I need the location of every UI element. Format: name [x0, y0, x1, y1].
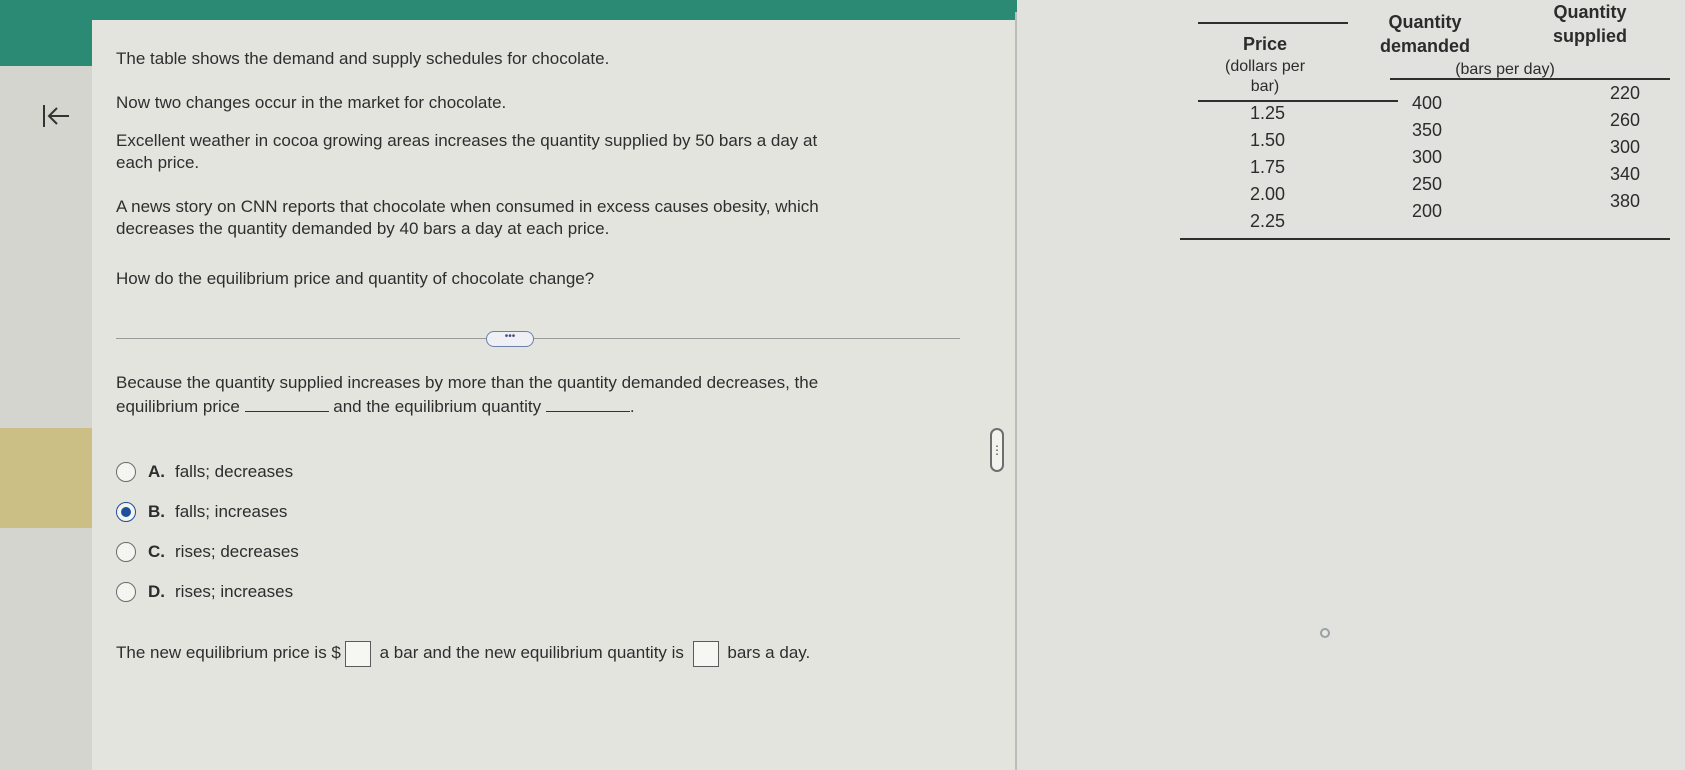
- option-a[interactable]: [116, 462, 293, 482]
- question-prompt: How do the equilibrium price and quantity of chocolate change?: [116, 269, 595, 288]
- part1-line-2: [116, 394, 818, 418]
- blank-equilibrium-price: [245, 394, 329, 412]
- price-subheader-2: bar): [1250, 78, 1280, 95]
- question-change-1-line-1: Excellent weather in cocoa growing areas increases the quantity supplied by 50 bars a day at: [116, 131, 818, 150]
- radio-icon[interactable]: [116, 542, 136, 562]
- table-top-rule: [1198, 22, 1348, 24]
- part1-period: .: [629, 397, 635, 416]
- option-a-text: falls; decreases: [175, 462, 294, 481]
- qs-header-2: supplied: [1552, 26, 1627, 46]
- part2-text-a: The new equilibrium price is $: [116, 643, 341, 662]
- qs-cell: 220: [1610, 83, 1641, 103]
- table-bottom-rule: [1180, 238, 1670, 240]
- units-label: (bars per day): [1455, 61, 1555, 78]
- qd-cell: 250: [1412, 174, 1443, 194]
- header-rule: [1198, 100, 1398, 102]
- part1-statement: [116, 372, 818, 418]
- part1-text-a: equilibrium price: [116, 397, 240, 416]
- price-cell: 1.25: [1250, 103, 1286, 123]
- radio-selected-dot: [121, 507, 131, 517]
- option-b-text: falls; increases: [175, 502, 288, 521]
- price-header: Price: [1242, 34, 1288, 54]
- question-change-2: [116, 196, 819, 240]
- qd-cell: 400: [1412, 93, 1443, 113]
- option-d[interactable]: [116, 582, 293, 602]
- show-more-button[interactable]: •••: [486, 331, 534, 347]
- question-change-1: [116, 130, 817, 174]
- qs-cell: 340: [1610, 164, 1641, 184]
- part1-text-b: and the equilibrium quantity: [333, 397, 542, 416]
- qd-header-2: demanded: [1379, 36, 1471, 56]
- mouse-cursor: [1320, 628, 1330, 638]
- qd-header-1: Quantity: [1388, 12, 1462, 32]
- equilibrium-quantity-input[interactable]: [693, 641, 719, 667]
- price-cell: 1.50: [1250, 130, 1286, 150]
- splitter-handle-icon[interactable]: ⋮: [990, 428, 1004, 472]
- qd-cell: 200: [1412, 201, 1443, 221]
- collapse-button[interactable]: [36, 96, 76, 136]
- part1-line-1: Because the quantity supplied increases by more than the quantity demanded decreases, the: [116, 373, 819, 392]
- price-cell: 1.75: [1250, 157, 1286, 177]
- radio-icon[interactable]: [116, 502, 136, 522]
- option-d-letter: D.: [148, 582, 165, 601]
- option-b[interactable]: [116, 502, 287, 522]
- question-changes-intro: Now two changes occur in the market for chocolate.: [116, 93, 507, 112]
- qs-cell: 260: [1610, 110, 1641, 130]
- qs-cell: 300: [1610, 137, 1641, 157]
- collapse-left-icon: [41, 103, 71, 129]
- option-b-letter: B.: [148, 502, 165, 521]
- part2-text-c: bars a day.: [727, 643, 811, 662]
- qs-header-1: Quantity: [1553, 2, 1627, 22]
- radio-icon[interactable]: [116, 462, 136, 482]
- option-c[interactable]: [116, 542, 299, 562]
- part2-text-b: a bar and the new equilibrium quantity is: [379, 643, 684, 662]
- panel-divider: [1015, 12, 1017, 770]
- left-rail: [0, 66, 92, 770]
- left-rail-accent: [0, 428, 92, 528]
- price-cell: 2.00: [1250, 184, 1286, 204]
- radio-icon[interactable]: [116, 582, 136, 602]
- part2-statement: [116, 638, 810, 668]
- question-change-1-line-2: each price.: [116, 153, 200, 172]
- supply-demand-table: [1190, 0, 1670, 250]
- option-c-letter: C.: [148, 542, 165, 561]
- question-change-2-line-1: A news story on CNN reports that chocolate when consumed in excess causes obesity, which: [116, 197, 819, 216]
- question-intro: The table shows the demand and supply schedules for chocolate.: [116, 49, 610, 68]
- option-a-letter: A.: [148, 462, 165, 481]
- qd-cell: 300: [1412, 147, 1443, 167]
- option-c-text: rises; decreases: [175, 542, 299, 561]
- option-d-text: rises; increases: [175, 582, 294, 601]
- qd-cell: 350: [1412, 120, 1443, 140]
- qs-cell: 380: [1610, 191, 1641, 211]
- question-change-2-line-2: decreases the quantity demanded by 40 bars a day at each price.: [116, 219, 610, 238]
- equilibrium-price-input[interactable]: [345, 641, 371, 667]
- section-divider: [116, 338, 960, 339]
- price-subheader-1: (dollars per: [1224, 58, 1306, 75]
- price-cell: 2.25: [1250, 211, 1286, 231]
- blank-equilibrium-quantity: [546, 394, 630, 412]
